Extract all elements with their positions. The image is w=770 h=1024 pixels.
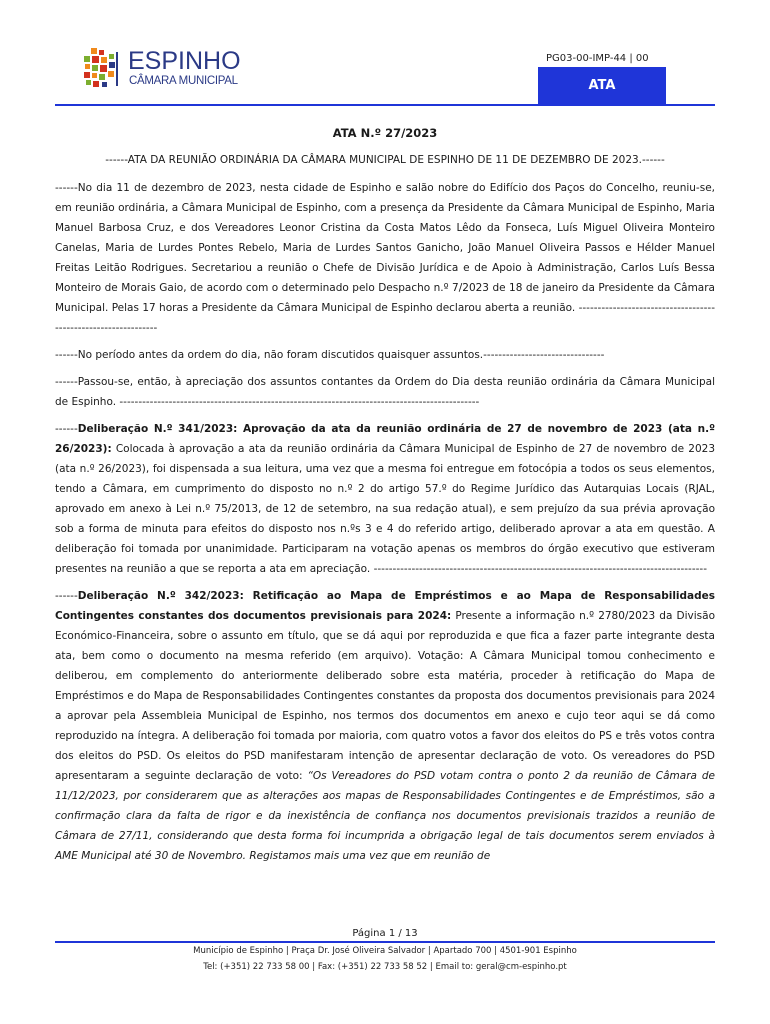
deliberation-341 bbox=[55, 419, 715, 579]
logo-wordmark: ESPINHO bbox=[128, 47, 241, 75]
opening-paragraph bbox=[55, 178, 715, 338]
paragraph-lead: ------ bbox=[55, 182, 78, 194]
paragraph-text: Colocada à aprovação a ata da reunião ordinária da Câmara Municipal de Espinho de 27 de novembro de 2023 (ata n.º 26/2023), foi dispensada a sua leitura, uma vez que a mesma foi entregue em fotocópia a todos os seus elementos, tendo a Câmara, em cumprimento do disposto no n.º 2 do artigo 57.º do Regime Jurídico das Autarquias Locais (RJAL, aprovado em anexo à Lei n.º 75/2013, de 12 de setembro, na sua redação atual), e sem prejuízo da sua prévia aprovação sob a forma de minuta para efeitos do disposto nos n.ºs 3 e 4 do referido artigo, deliberado aprovar a ata em questão. A deliberação foi tomada por unanimidade. Participaram na votação apenas os membros do órgão executivo que estiveram presentes na reunião a que se reporta a ata em apreciação. ---------------------------------------------------------------------------------------- bbox=[55, 443, 715, 575]
footer-contacts: Tel: (+351) 22 733 58 00 | Fax: (+351) 22 733 58 52 | Email to: geral@cm-espinho.pt bbox=[203, 962, 567, 972]
paragraph-text: No dia 11 de dezembro de 2023, nesta cidade de Espinho e salão nobre do Edifício dos Paços do Concelho, reuniu-se, em reunião ordinária, a Câmara Municipal de Espinho, com a presença da Presidente da Câmara Municipal de Espinho, Maria Manuel Barbosa Cruz, e dos Vereadores Leonor Cristina da Costa Matos Lêdo da Fonseca, Luís Miguel Oliveira Monteiro Canelas, Maria de Lurdes Pontes Rebelo, Maria de Lurdes Santos Ganicho, João Manuel Oliveira Passos e Hélder Manuel Freitas Leitão Rodrigues. Secretariou a reunião o Chefe de Divisão Jurídica e de Apoio à Administração, Carlos Luís Bessa Monteiro de Morais Gaio, de acordo com o determinado pelo Despacho n.º 7/2023 de 18 de janeiro da Presidente da Câmara Municipal. Pelas 17 horas a Presidente da Câmara Municipal de Espinho declarou aberta a reunião. --------------------------------------------------------------- bbox=[55, 182, 715, 334]
footer-address: Município de Espinho | Praça Dr. José Oliveira Salvador | Apartado 700 | 4501-901 Espinho bbox=[193, 946, 577, 956]
footer-divider bbox=[55, 941, 715, 943]
agenda-paragraph bbox=[55, 372, 715, 412]
header-divider bbox=[55, 104, 715, 106]
document-type-badge: ATA bbox=[538, 67, 666, 104]
document-code: PG03-00-IMP-44 | 00 bbox=[546, 53, 649, 64]
minutes-title: ATA N.º 27/2023 bbox=[332, 126, 438, 140]
meeting-heading: ------ATA DA REUNIÃO ORDINÁRIA DA CÂMARA MUNICIPAL DE ESPINHO DE 11 DE DEZEMBRO DE 2023.------ bbox=[105, 154, 665, 166]
document-body bbox=[55, 150, 715, 873]
paragraph-text: Passou-se, então, à apreciação dos assuntos contantes da Ordem do Dia desta reunião ordinária da Câmara Municipal de Espinho. ----------------------------------------------------------------------------------------------- bbox=[55, 376, 715, 408]
paragraph-lead: ------ bbox=[55, 376, 78, 388]
deliberation-heading: Deliberação N.º 342/2023: Retificação ao Mapa de Empréstimos e ao Mapa de Responsabilidades Contingentes constantes dos documentos previsionais para 2024: bbox=[55, 590, 715, 622]
deliberation-heading: Deliberação N.º 341/2023: Aprovação da ata da reunião ordinária de 27 de novembro de 2023 (ata n.º 26/2023): bbox=[55, 423, 715, 455]
espinho-emblem-icon bbox=[82, 46, 124, 92]
page-number: Página 1 / 13 bbox=[352, 928, 418, 939]
logo-subtitle: CÂMARA MUNICIPAL bbox=[129, 75, 238, 87]
paragraph-text: No período antes da ordem do dia, não foram discutidos quaisquer assuntos.-------------------------------- bbox=[77, 349, 605, 361]
paragraph-lead: ------ bbox=[55, 423, 78, 435]
paragraph-lead: ------ bbox=[55, 349, 78, 361]
deliberation-342 bbox=[55, 586, 715, 866]
pre-agenda-paragraph bbox=[55, 345, 715, 365]
paragraph-lead: ------ bbox=[55, 590, 78, 602]
vote-declaration-quote: “Os Vereadores do PSD votam contra o ponto 2 da reunião de Câmara de 11/12/2023, por considerarem que as alterações aos mapas de Responsabilidades Contingentes e de Empréstimos, são a confirmação clara da falta de rigor e da inexistência de confiança nos documentos previsionais trazidos a reunião de Câmara de 27/11, considerando que desta forma foi incumprida a obrigação legal de tais documentos serem enviados à AME Municipal até 30 de Novembro. Registamos mais uma vez que em reunião de bbox=[55, 770, 715, 862]
paragraph-text: Presente a informação n.º 2780/2023 da Divisão Económico-Financeira, sobre o assunto em título, que se dá aqui por reproduzida e que fica a fazer parte integrante desta ata, bem como o documento na mesma referido (em arquivo). Votação: A Câmara Municipal tomou conhecimento e deliberou, em complemento do anteriormente deliberado sobre esta matéria, proceder à retificação do Mapa de Empréstimos e do Mapa de Responsabilidades Contingentes constantes da proposta dos documentos previsionais para 2024 a aprovar pela Assembleia Municipal de Espinho, nos termos dos documentos em anexo e cujo teor aqui se dá como reproduzido na íntegra. A deliberação foi tomada por maioria, com quatro votos a favor dos eleitos do PS e três votos contra dos eleitos do PSD. Os eleitos do PSD manifestaram intenção de apresentar declaração de voto. Os vereadores do PSD apresentaram a seguinte declaração de voto: bbox=[55, 610, 715, 782]
